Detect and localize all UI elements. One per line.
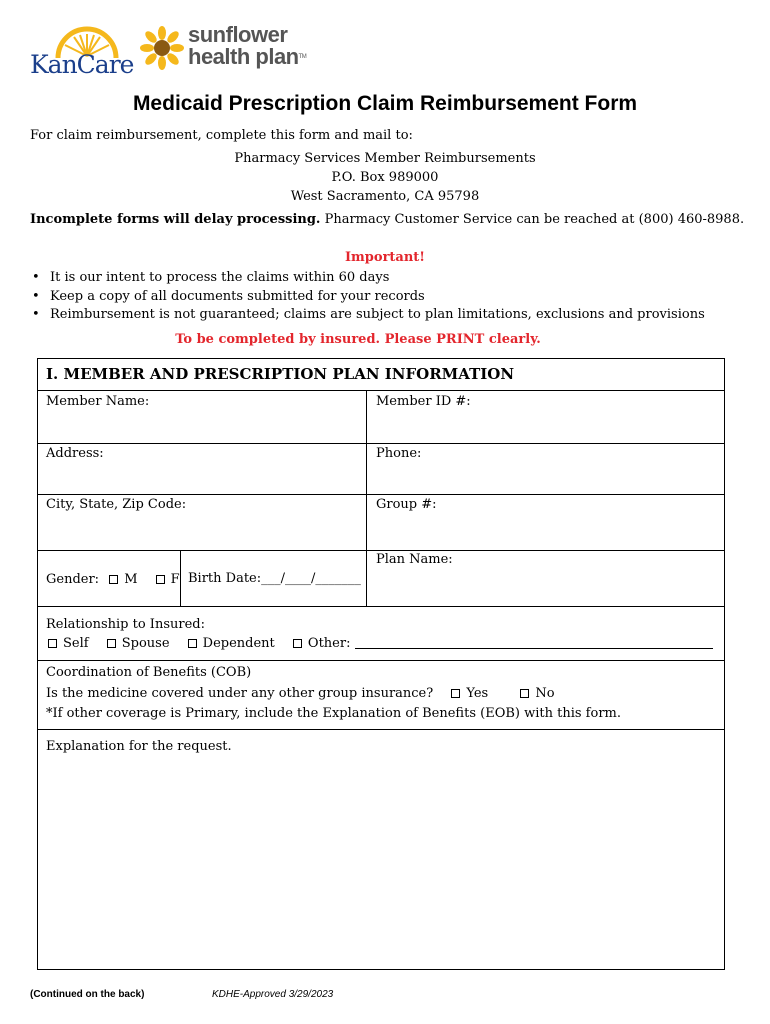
- divider: [38, 660, 724, 661]
- kancare-logo: [28, 22, 134, 79]
- sunflower-line2: health plan: [188, 44, 299, 69]
- rel-other-label: Other:: [307, 636, 351, 651]
- kancare-wordmark: KanCare: [30, 50, 134, 79]
- incomplete-warning: Incomplete forms will delay processing.: [30, 212, 321, 227]
- divider: [38, 550, 724, 551]
- sunflower-wordmark: [188, 24, 306, 68]
- divider: [366, 390, 367, 606]
- member-name-field[interactable]: Member Name:: [46, 394, 150, 409]
- incomplete-notice: [30, 212, 744, 227]
- rel-dependent-label: Dependent: [202, 636, 275, 651]
- divider: [38, 729, 724, 730]
- cob-no-label: No: [535, 686, 555, 701]
- sunflower-line1: sunflower: [188, 22, 288, 47]
- birth-date-field[interactable]: Birth Date:___/____/_______: [188, 571, 361, 586]
- rel-other-input[interactable]: [355, 648, 713, 649]
- list-item: • Keep a copy of all documents submitted for your records: [30, 288, 705, 307]
- city-state-zip-field[interactable]: City, State, Zip Code:: [46, 497, 187, 512]
- relationship-label: Relationship to Insured:: [46, 617, 205, 632]
- list-item: • It is our intent to process the claims within 60 days: [30, 269, 705, 288]
- important-list: [30, 269, 705, 325]
- intro-text: For claim reimbursement, complete this form and mail to:: [30, 128, 413, 143]
- cob-yes-label: Yes: [466, 686, 489, 701]
- group-number-field[interactable]: Group #:: [376, 497, 437, 512]
- mailing-address: [0, 149, 770, 206]
- member-id-field[interactable]: Member ID #:: [376, 394, 471, 409]
- page-title: Medicaid Prescription Claim Reimbursement Form: [132, 92, 638, 115]
- divider: [38, 443, 724, 444]
- rel-self-label: Self: [63, 636, 89, 651]
- print-instruction: To be completed by insured. Please PRINT clearly.: [175, 332, 541, 347]
- important-heading: Important!: [344, 250, 426, 265]
- rel-spouse-label: Spouse: [121, 636, 170, 651]
- section-title: I. MEMBER AND PRESCRIPTION PLAN INFORMATION: [46, 365, 515, 383]
- customer-service-text: Pharmacy Customer Service can be reached at (800) 460-8988.: [320, 212, 745, 227]
- cob-note: *If other coverage is Primary, include the Explanation of Benefits (EOB) with this form.: [46, 706, 621, 721]
- divider: [38, 606, 724, 607]
- divider: [180, 550, 181, 606]
- rel-other-checkbox[interactable]: [293, 639, 302, 648]
- trademark-mark: TM: [298, 54, 307, 60]
- list-item: • Reimbursement is not guaranteed; claims are subject to plan limitations, exclusions and provisions: [30, 306, 705, 325]
- phone-field[interactable]: Phone:: [376, 446, 422, 461]
- address-line-3: West Sacramento, CA 95798: [290, 189, 480, 204]
- gender-label: Gender:: [46, 572, 100, 587]
- rel-spouse-checkbox[interactable]: [107, 639, 116, 648]
- cob-question: Is the medicine covered under any other group insurance?: [46, 686, 434, 701]
- cob-no-checkbox[interactable]: [520, 689, 529, 698]
- gender-f-label: F: [170, 572, 180, 587]
- gender-field: [46, 572, 180, 587]
- address-line-2: P.O. Box 989000: [331, 170, 439, 185]
- continued-note: (Continued on the back): [30, 989, 145, 1000]
- sunflower-logo: [140, 24, 340, 80]
- rel-dependent-checkbox[interactable]: [188, 639, 197, 648]
- plan-name-field[interactable]: Plan Name:: [376, 552, 453, 567]
- gender-m-label: M: [124, 572, 138, 587]
- member-info-form: [37, 358, 725, 970]
- relationship-options: [48, 636, 713, 651]
- cob-title: Coordination of Benefits (COB): [46, 665, 252, 680]
- gender-m-checkbox[interactable]: [109, 575, 118, 584]
- approval-note: KDHE-Approved 3/29/2023: [212, 989, 334, 1000]
- cob-question-row: [46, 686, 555, 701]
- gender-f-checkbox[interactable]: [156, 575, 165, 584]
- address-line-1: Pharmacy Services Member Reimbursements: [234, 151, 536, 166]
- cob-yes-checkbox[interactable]: [451, 689, 460, 698]
- logo-area: [28, 22, 348, 82]
- explanation-field[interactable]: Explanation for the request.: [46, 739, 232, 754]
- divider: [38, 390, 724, 391]
- divider: [38, 494, 724, 495]
- sunflower-icon: [140, 26, 184, 70]
- rel-self-checkbox[interactable]: [48, 639, 57, 648]
- address-field[interactable]: Address:: [46, 446, 104, 461]
